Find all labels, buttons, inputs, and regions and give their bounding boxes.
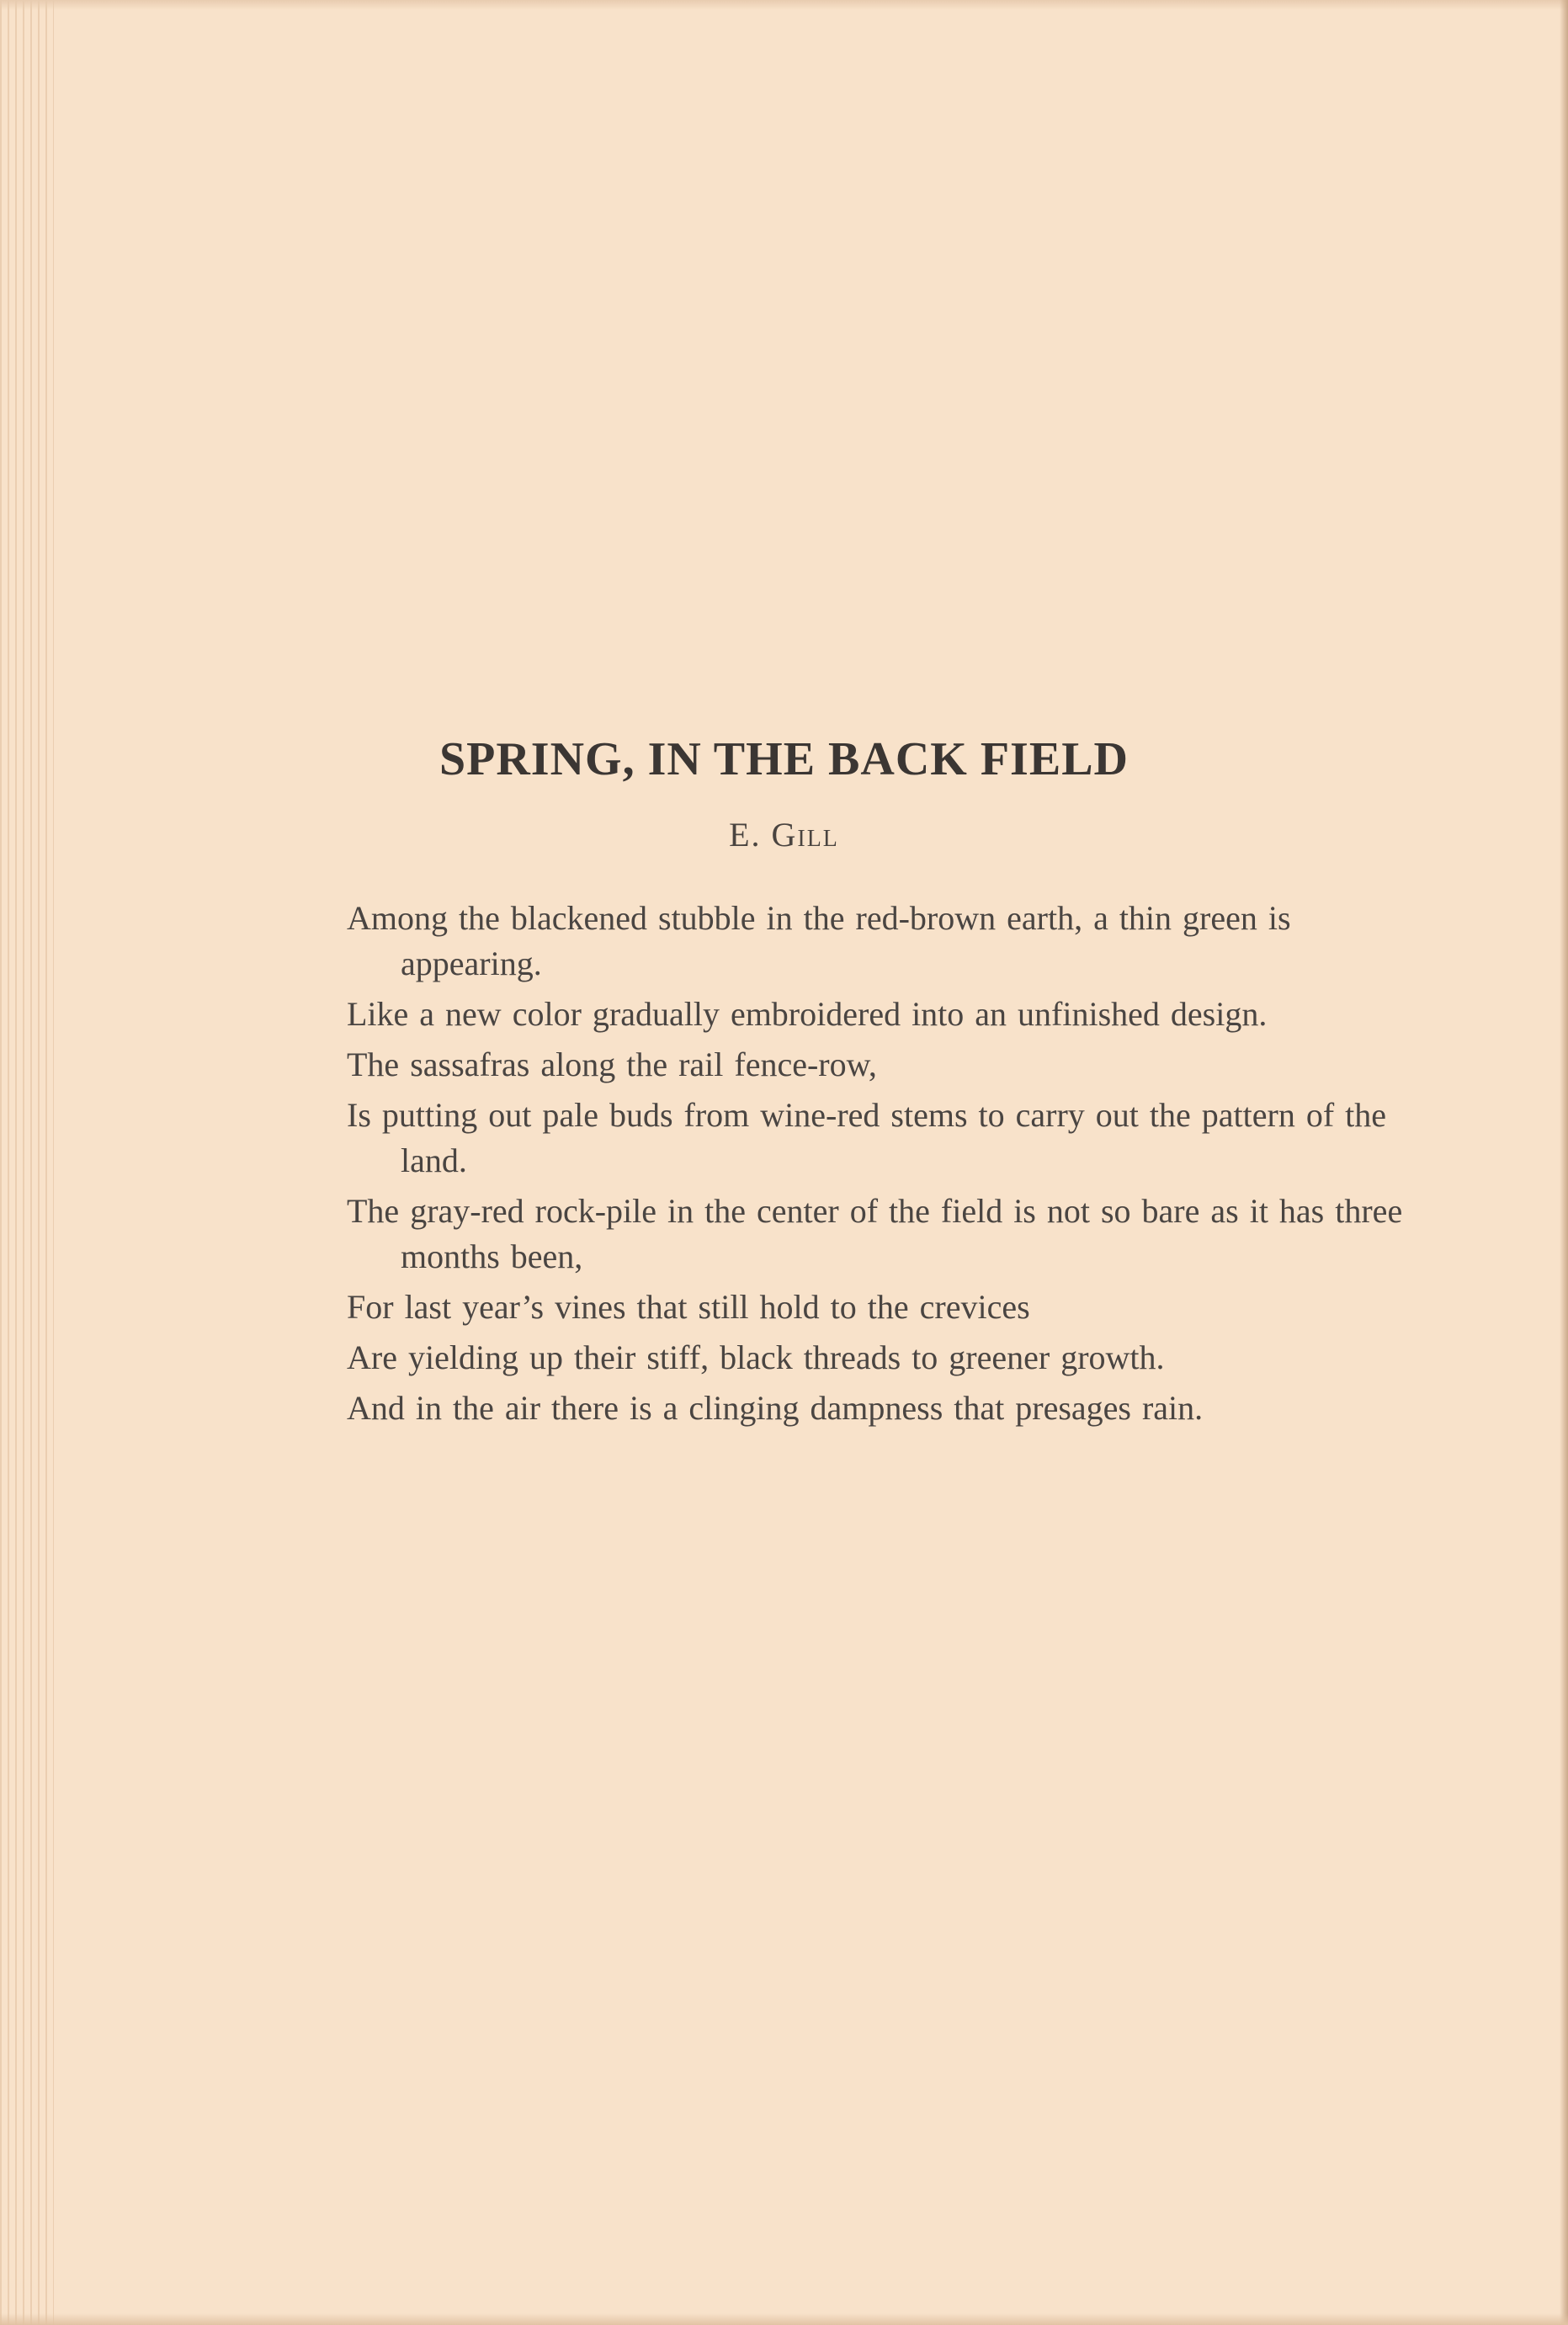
poem-line: Is putting out pale buds from wine-red stems to carry out the pattern of the land. [347,1096,1387,1179]
poem-line: And in the air there is a clinging dampness that presages rain. [347,1389,1204,1427]
page-bottom-edge [0,2313,1568,2325]
poem-title: SPRING, IN THE BACK FIELD [439,733,1129,785]
poem-author: E. Gill [729,816,839,854]
page-top-edge [0,0,1568,10]
page-right-edge [1560,0,1568,2325]
poem-line: For last year’s vines that still hold to the crevices [347,1288,1030,1326]
poem-line: The gray-red rock-pile in the center of the field is not so bare as it has three months been, [347,1192,1403,1275]
poem-body [347,896,1432,1436]
page-edges [0,0,54,2325]
poem-line: Among the blackened stubble in the red-brown earth, a thin green is appearing. [347,899,1291,982]
poem-line: Are yielding up their stiff, black threads to greener growth. [347,1338,1165,1376]
poem-line: The sassafras along the rail fence-row, [347,1045,877,1083]
poem-line: Like a new color gradually embroidered into an unfinished design. [347,995,1268,1033]
